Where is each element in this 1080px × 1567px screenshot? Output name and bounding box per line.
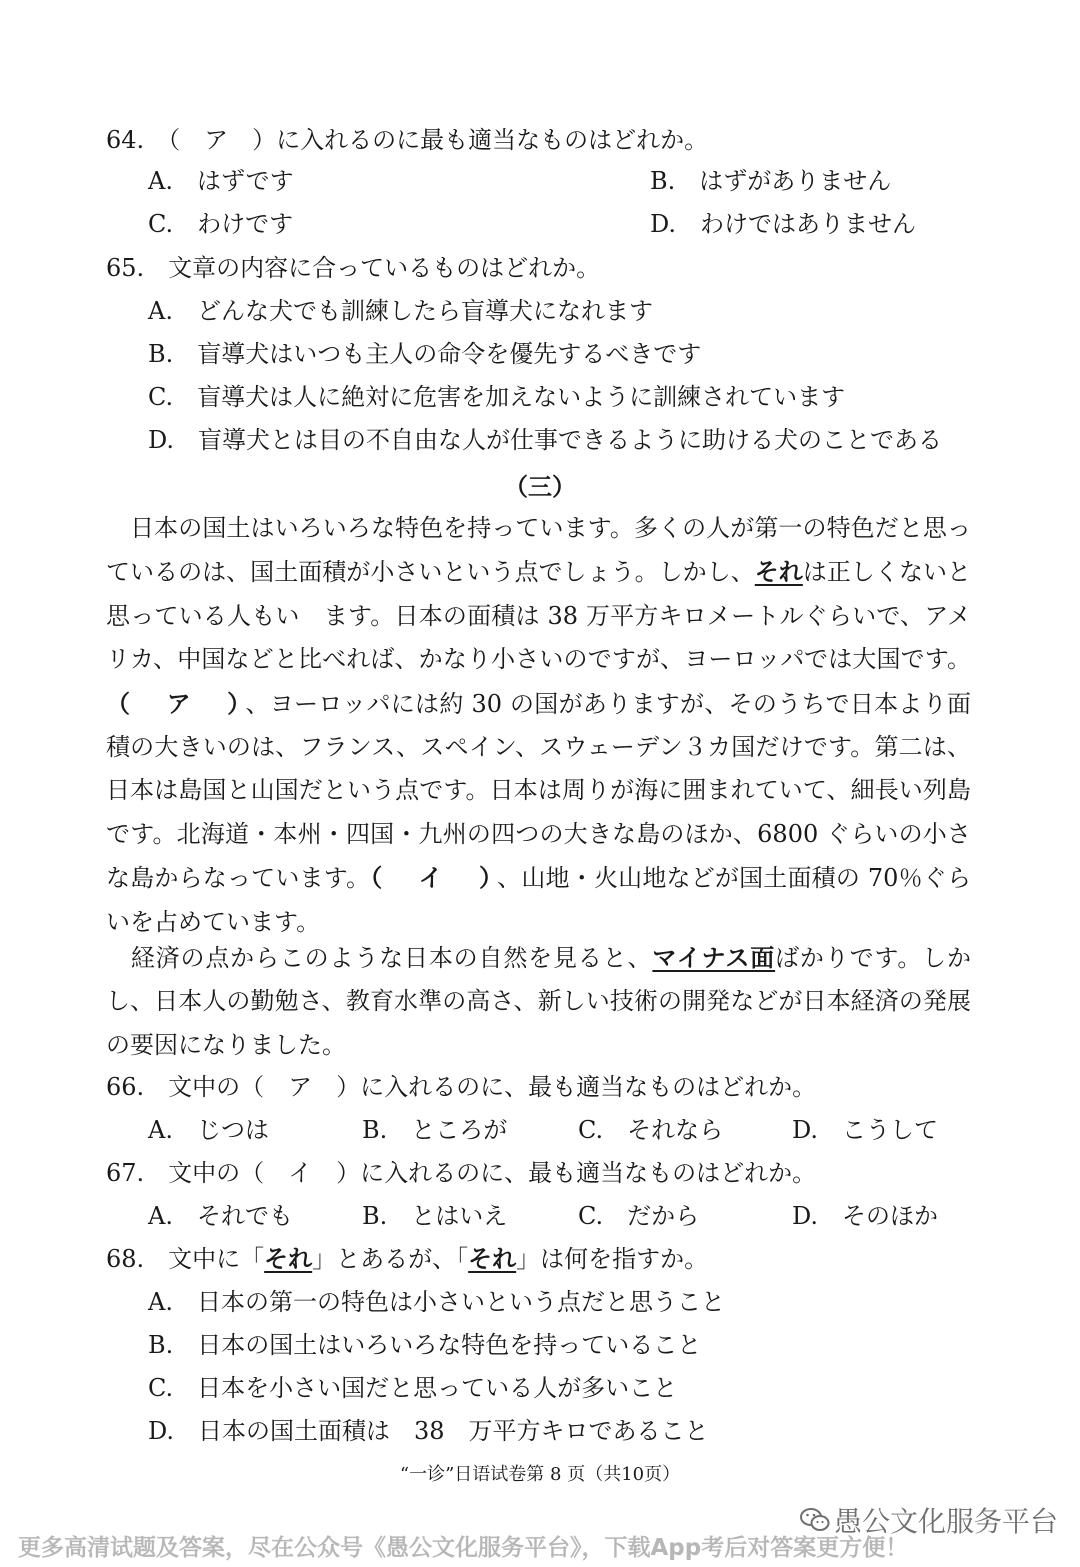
blank-i: （ イ ）	[370, 863, 498, 893]
q65-option-d: D. 盲導犬とは目の不自由な人が仕事できるように助ける犬のことである	[148, 426, 943, 454]
q65-option-b: B. 盲導犬はいつも主人の命令を優先するべきです	[148, 340, 702, 368]
q67-option-a: A. それでも	[148, 1202, 293, 1230]
q64-stem: 64. （ ア ）に入れるのに最も適当なものはどれか。	[106, 126, 709, 154]
blank-a: （ ア ）	[106, 688, 246, 718]
q64-option-d: D. わけではありません	[650, 210, 917, 238]
passage-text: 経済の点からこのような日本の自然を見ると、	[130, 944, 653, 972]
passage-paragraph-1	[106, 507, 971, 944]
underlined-sore: それ	[264, 1244, 313, 1273]
q64-option-a: A. はずです	[148, 167, 294, 195]
q68-stem-text: 68. 文中に「	[106, 1245, 265, 1273]
q66-option-b: B. ところが	[362, 1116, 508, 1144]
section-title: （三）	[504, 472, 576, 501]
q68-option-a: A. 日本の第一の特色は小さいという点だと思うこと	[148, 1288, 725, 1316]
q67-stem: 67. 文中の（ イ ）に入れるのに、最も適当なものはどれか。	[106, 1159, 817, 1187]
page-footer: “一诊”日语试卷第 8 页（共10页）	[399, 1464, 681, 1485]
q65-option-a: A. どんな犬でも訓練したら盲導犬になれます	[148, 297, 653, 325]
q68-stem	[106, 1244, 708, 1274]
watermark-bottom: 更多高清试题及答案，尽在公众号《愚公文化服务平台》，下载App考后对答案更方便！	[18, 1535, 909, 1561]
q66-option-a: A. じつは	[148, 1116, 269, 1144]
q64-option-b: B. はずがありません	[650, 167, 892, 195]
underlined-minus-side: マイナス面	[652, 943, 776, 972]
q68-stem-text: 」とあるが、「	[312, 1245, 469, 1273]
q67-option-d: D. そのほか	[792, 1202, 939, 1230]
passage-text: 、ヨーロッパには約 30 の国がありますが、そのうちで日本より面積の大きいのは、フランス、スペイン、スウェーデン３カ国だけです。第二は、日本は島国と山国だという点です。日本は周りが海に囲まれていて、細長い列島です。北海道・本州・四国・九州の四つの大きな島のほか、6800 ぐらいの小さな島からなっています。	[106, 689, 972, 893]
watermark-logo-text: 愚公文化服务平台	[834, 1505, 1059, 1538]
underlined-sore: それ	[468, 1244, 517, 1273]
q64-option-c: C. わけです	[148, 210, 294, 238]
underlined-sore: それ	[754, 557, 803, 587]
q67-option-c: C. だから	[578, 1202, 700, 1230]
q68-option-b: B. 日本の国土はいろいろな特色を持っていること	[148, 1331, 702, 1359]
q65-stem: 65. 文章の内容に合っているものはどれか。	[106, 254, 601, 282]
passage-text: 、山地・火山地などが国土面積の 70％ぐらいを占めています。	[106, 864, 971, 936]
q65-option-c: C. 盲導犬は人に絶対に危害を加えないように訓練されています	[148, 383, 846, 411]
q68-stem-text: 」は何を指すか。	[516, 1245, 709, 1273]
passage-text: 日本の国土はいろいろな特色を持っています。多くの人が第一の特色だと思っているのは、国土面積が小さいという点でしょう。しかし、	[106, 514, 971, 587]
q66-option-d: D. こうして	[792, 1116, 939, 1144]
q66-option-c: C. それなら	[578, 1116, 724, 1144]
q67-option-b: B. とはいえ	[362, 1202, 508, 1230]
q68-option-c: C. 日本を小さい国だと思っている人が多いこと	[148, 1374, 678, 1402]
passage-text: は正しくないと思っている人もい ます。日本の面積は 38 万平方キロメートルぐらいで、アメリカ、中国などと比べれば、かなり小さいのですが、ヨーロッパでは大国です。	[106, 558, 972, 674]
q66-stem: 66. 文中の（ ア ）に入れるのに、最も適当なものはどれか。	[106, 1073, 817, 1101]
passage-text: ばかりです。しかし、日本人の勤勉さ、教育水準の高さ、新しい技術の開発などが日本経済の発展の要因になりました。	[106, 944, 971, 1059]
passage-paragraph-2	[106, 936, 971, 1067]
q68-option-d: D. 日本の国土面積は 38 万平方キロであること	[148, 1417, 709, 1445]
